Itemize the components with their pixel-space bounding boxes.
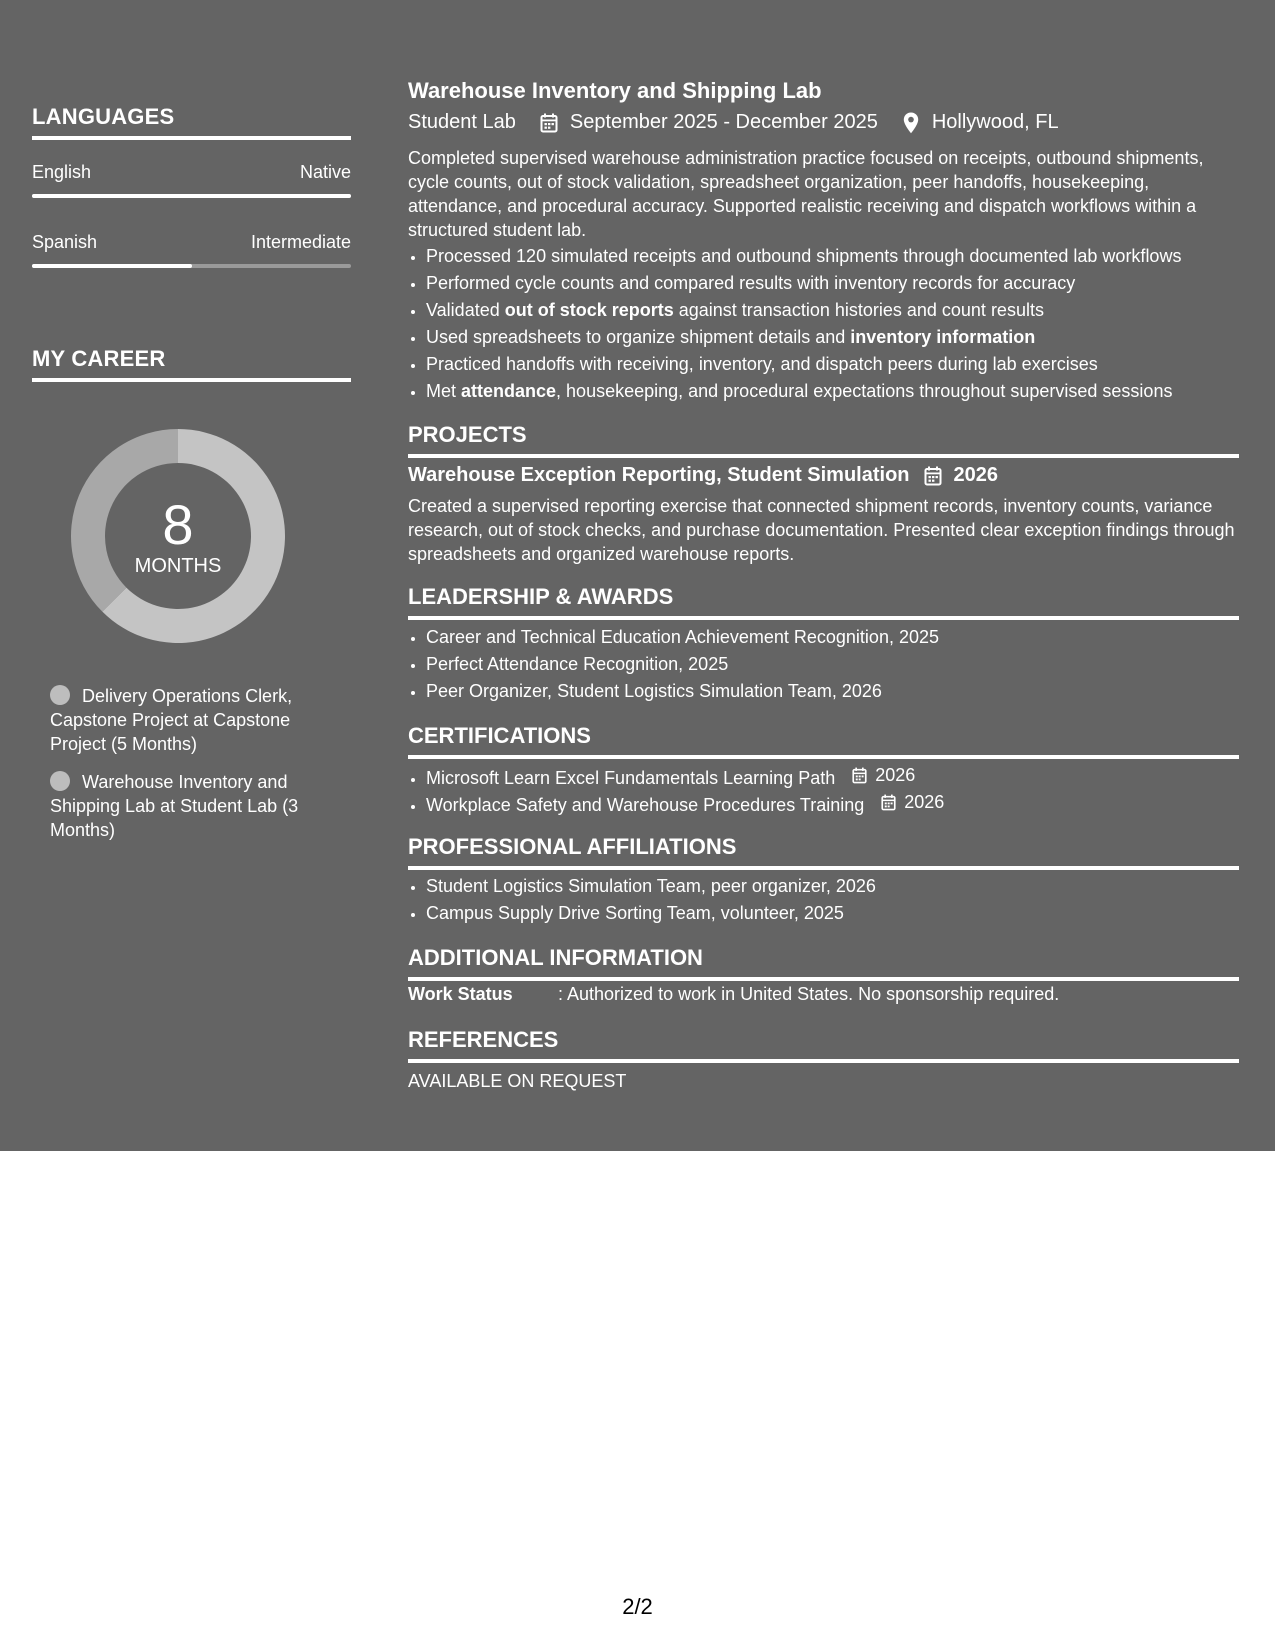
list-item: • Performed cycle counts and compared results with inventory records for accuracy bbox=[426, 270, 1239, 297]
affiliations-list bbox=[408, 873, 1239, 927]
list-item: • Peer Organizer, Student Logistics Simulation Team, 2026 bbox=[426, 678, 1239, 705]
languages-heading: LANGUAGES bbox=[32, 104, 351, 140]
certification-year: 2026 bbox=[904, 792, 945, 812]
project-year: 2026 bbox=[953, 464, 999, 486]
work-status-label: Work Status bbox=[408, 984, 513, 1004]
career-legend-item bbox=[50, 770, 320, 842]
experience-location: Hollywood, FL bbox=[931, 111, 1059, 133]
project-title-row bbox=[408, 464, 998, 487]
calendar-icon bbox=[924, 466, 946, 486]
work-status-value: : Authorized to work in United States. No sponsorship required. bbox=[558, 984, 1060, 1004]
additional-info-heading: ADDITIONAL INFORMATION bbox=[408, 945, 1239, 981]
work-status-row bbox=[408, 984, 1059, 1005]
list-item bbox=[426, 789, 1239, 816]
language-level: Native bbox=[299, 162, 351, 182]
list-item: • Met attendance, housekeeping, and procedural expectations throughout supervised sessions bbox=[426, 378, 1239, 405]
legend-dot-icon bbox=[50, 685, 70, 705]
language-name: English bbox=[32, 162, 92, 182]
page-number: 2/2 bbox=[622, 1594, 653, 1619]
career-donut-center bbox=[66, 424, 290, 648]
location-pin-icon bbox=[900, 112, 922, 134]
career-heading: MY CAREER bbox=[32, 346, 351, 382]
certification-name: Microsoft Learn Excel Fundamentals Learning Path bbox=[426, 768, 836, 788]
language-name: Spanish bbox=[32, 232, 98, 252]
list-item bbox=[426, 762, 1239, 789]
references-heading: REFERENCES bbox=[408, 1027, 1239, 1063]
experience-meta bbox=[408, 111, 1059, 134]
affiliations-heading: PROFESSIONAL AFFILIATIONS bbox=[408, 834, 1239, 870]
references-text: AVAILABLE ON REQUEST bbox=[408, 1071, 627, 1091]
legend-dot-icon bbox=[50, 771, 70, 791]
leadership-list bbox=[408, 624, 1239, 705]
projects-heading: PROJECTS bbox=[408, 422, 1239, 458]
language-bar-english bbox=[32, 194, 351, 198]
experience-summary: Completed supervised warehouse administration practice focused on receipts, outbound shipments, cycle counts, out of stock validation, spreadsheet organization, peer handoffs, housekeeping, attendance, and procedural accuracy. Supported realistic receiving and dispatch workflows within a structured student lab. bbox=[408, 148, 1204, 240]
calendar-icon bbox=[881, 794, 900, 811]
experience-organization: Student Lab bbox=[408, 111, 516, 133]
list-item: • Campus Supply Drive Sorting Team, volunteer, 2025 bbox=[426, 900, 1239, 927]
certifications-heading: CERTIFICATIONS bbox=[408, 723, 1239, 759]
calendar-icon bbox=[852, 767, 871, 784]
certification-name: Workplace Safety and Warehouse Procedures Training bbox=[426, 795, 865, 815]
career-legend-item bbox=[50, 684, 320, 756]
certification-year: 2026 bbox=[875, 765, 916, 785]
language-bar-fill bbox=[32, 194, 351, 198]
experience-title: Warehouse Inventory and Shipping Lab bbox=[408, 78, 822, 103]
career-legend-label: Delivery Operations Clerk, Capstone Project at Capstone Project (5 Months) bbox=[50, 686, 293, 754]
project-description: Created a supervised reporting exercise that connected shipment records, inventory counts, variance research, out of stock checks, and purchase documentation. Presented clear exception findings through spreadsheets and organized warehouse reports. bbox=[408, 496, 1235, 564]
list-item: • Practiced handoffs with receiving, inventory, and dispatch peers during lab exercises bbox=[426, 351, 1239, 378]
calendar-icon bbox=[538, 112, 560, 134]
experience-bullets bbox=[408, 243, 1239, 405]
career-unit-label: MONTHS bbox=[134, 554, 222, 577]
leadership-heading: LEADERSHIP & AWARDS bbox=[408, 584, 1239, 620]
language-row-spanish bbox=[32, 232, 351, 253]
project-title: Warehouse Exception Reporting, Student Simulation bbox=[408, 464, 910, 486]
list-item: • Used spreadsheets to organize shipment details and inventory information bbox=[426, 324, 1239, 351]
list-item: • Processed 120 simulated receipts and outbound shipments through documented lab workflows bbox=[426, 243, 1239, 270]
list-item: • Validated out of stock reports against transaction histories and count results bbox=[426, 297, 1239, 324]
list-item: • Student Logistics Simulation Team, peer organizer, 2026 bbox=[426, 873, 1239, 900]
list-item: • Career and Technical Education Achievement Recognition, 2025 bbox=[426, 624, 1239, 651]
language-bar-fill bbox=[32, 264, 192, 268]
experience-dates: September 2025 - December 2025 bbox=[569, 111, 878, 133]
language-bar-spanish bbox=[32, 264, 351, 268]
language-level: Intermediate bbox=[250, 232, 351, 252]
career-total-months: 8 bbox=[162, 492, 194, 556]
language-row-english bbox=[32, 162, 351, 183]
certifications-list bbox=[408, 762, 1239, 816]
career-legend-label: Warehouse Inventory and Shipping Lab at Student Lab (3 Months) bbox=[50, 772, 299, 840]
list-item: • Perfect Attendance Recognition, 2025 bbox=[426, 651, 1239, 678]
